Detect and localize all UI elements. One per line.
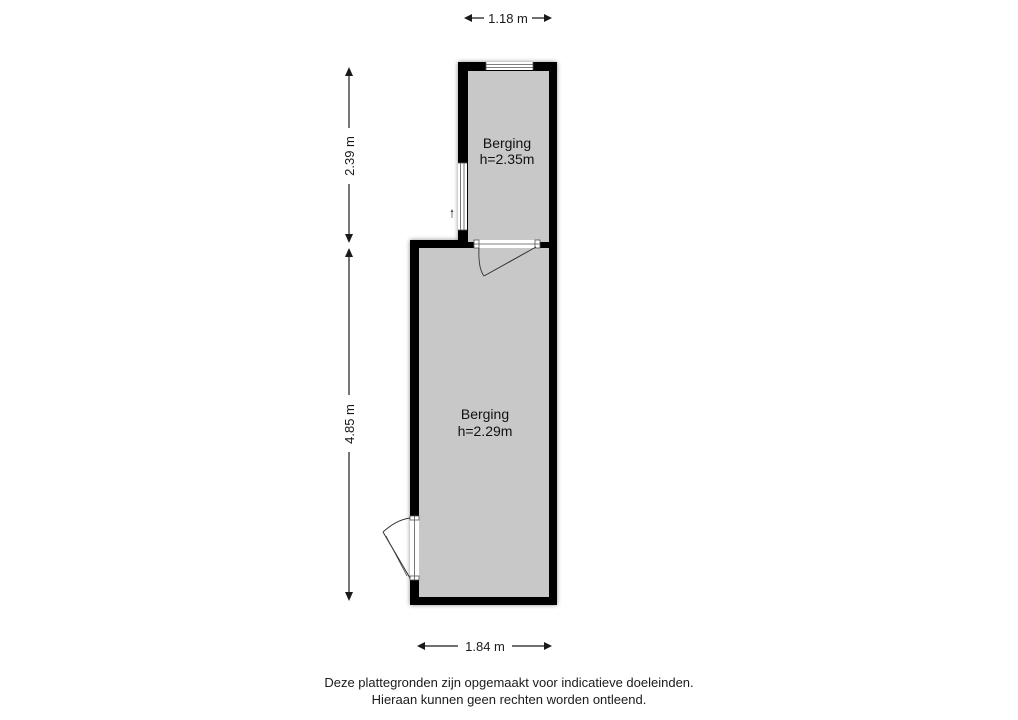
dimension-top-width-label: 1.18 m bbox=[488, 11, 528, 26]
dimension-upper-height bbox=[342, 67, 357, 243]
dimension-bottom-width bbox=[417, 639, 552, 654]
room-upper-height: h=2.35m bbox=[479, 151, 535, 167]
window-top bbox=[486, 62, 533, 70]
disclaimer bbox=[0, 674, 1018, 708]
dimension-upper-height-label: 2.39 m bbox=[342, 136, 357, 176]
dimension-bottom-width-label: 1.84 m bbox=[465, 639, 505, 654]
room-lower-height: h=2.29m bbox=[457, 423, 513, 439]
door-lower-left bbox=[383, 516, 419, 580]
room-lower-label bbox=[458, 406, 513, 439]
dimension-top-width bbox=[464, 11, 552, 26]
dimension-lower-height bbox=[342, 248, 357, 601]
dimension-lower-height-label: 4.85 m bbox=[342, 404, 357, 444]
disclaimer-line-1: Deze plattegronden zijn opgemaakt voor indicatieve doeleinden. bbox=[324, 675, 694, 690]
room-upper-name: Berging bbox=[482, 135, 532, 151]
room-lower-name: Berging bbox=[460, 406, 510, 422]
window-upper-left bbox=[451, 163, 468, 230]
disclaimer-line-2: Hieraan kunnen geen rechten worden ontleend. bbox=[371, 692, 647, 707]
room-upper-label bbox=[480, 135, 535, 167]
